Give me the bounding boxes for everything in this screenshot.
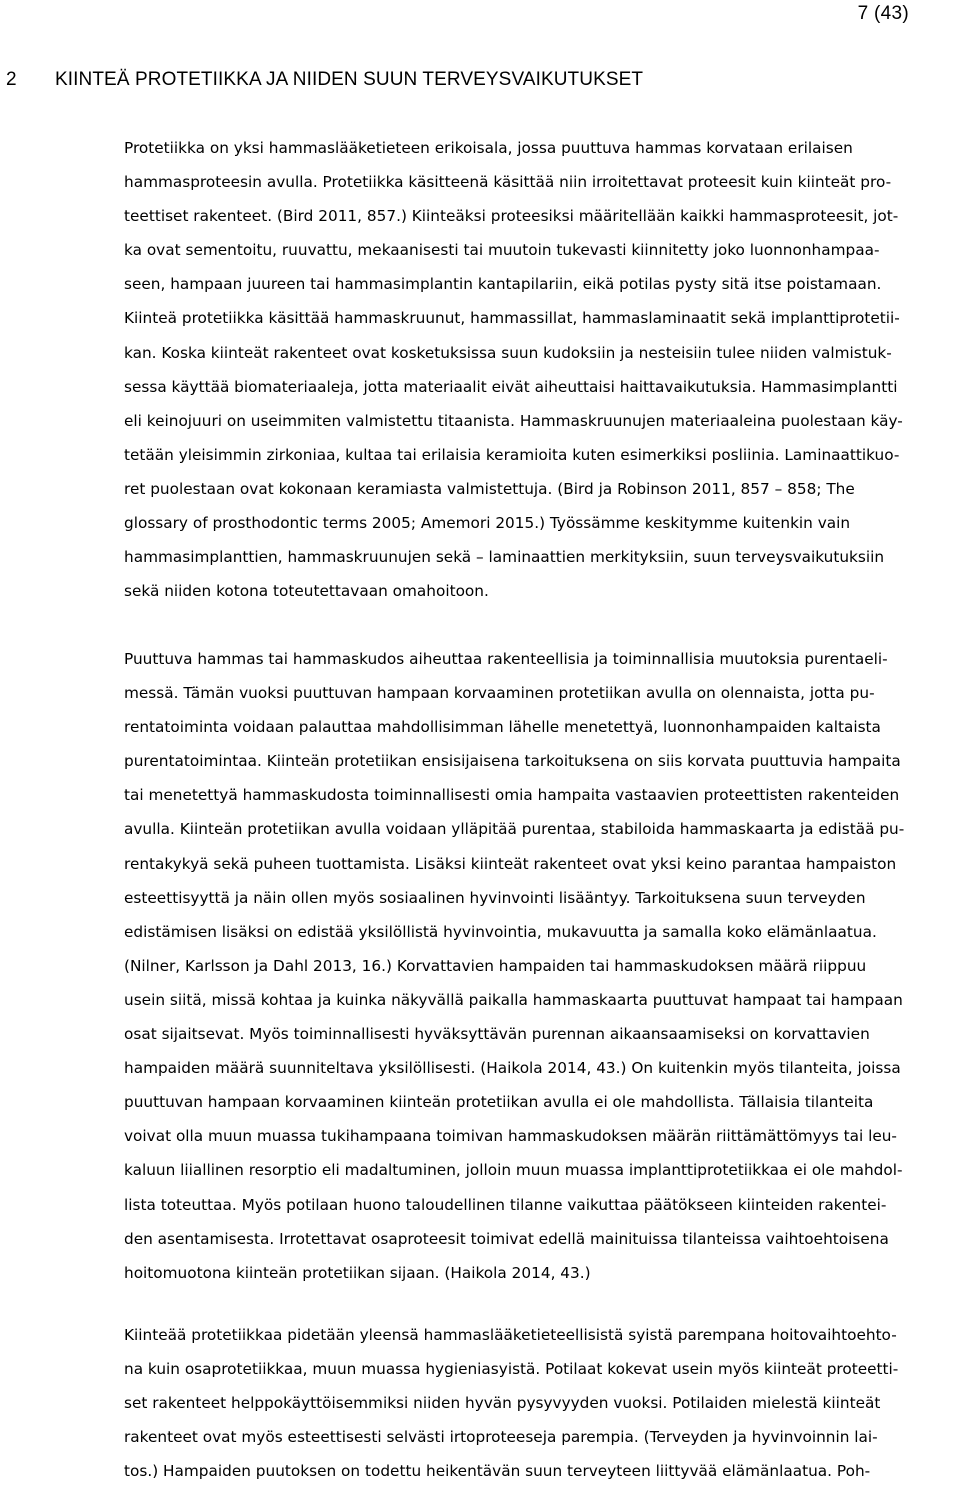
chapter-heading <box>0 67 960 93</box>
text-line: tetään yleisimmin zirkoniaa, kultaa tai erilaisia keramioita kuten esimerkiksi posliinia. Laminaattikuo- <box>124 445 900 464</box>
text-line: Kiinteää protetiikkaa pidetään yleensä hammaslääketieteellisistä syistä parempana hoitovaihtoehto- <box>124 1326 897 1344</box>
text-line: rentatoiminta voidaan palauttaa mahdollisimman lähelle menetettyä, luonnonhampaiden kaltaista <box>124 718 881 737</box>
text-line: messä. Tämän vuoksi puuttuvan hampaan korvaaminen protetiikan avulla on olennaista, jotta pu- <box>124 684 875 703</box>
paragraph-1 <box>124 131 960 608</box>
text-line: eli keinojuuri on useimmiten valmistettu titaanista. Hammaskruunujen materiaaleina puolestaan käy- <box>124 411 903 430</box>
text-line: na kuin osaprotetiikkaa, muun muassa hygieniasyistä. Potilaat kokevat usein myös kiinteät proteetti- <box>124 1360 899 1379</box>
text-line: usein siitä, missä kohtaa ja kuinka näkyvällä paikalla hammaskaarta puuttuvat hampaat tai hampaan <box>124 990 903 1009</box>
text-line: seen, hampaan juureen tai hammasimplantin kantapilariin, eikä potilas pysty sitä itse poistamaan. <box>124 275 882 294</box>
text-line: hammasimplanttien, hammaskruunujen sekä – laminaattien merkityksiin, suun terveysvaikutuksiin <box>124 548 885 567</box>
text-line: lista toteuttaa. Myös potilaan huono taloudellinen tilanne vaikuttaa päätökseen kiinteiden rakentei- <box>124 1195 887 1214</box>
page-number: 7 (43) <box>857 3 909 24</box>
text-line: tai menetettyä hammaskudosta toiminnallisesti omia hampaita vastaavien proteettisten rakenteiden <box>124 786 900 805</box>
text-line: glossary of prosthodontic terms 2005; Amemori 2015.) Työssämme keskitymme kuitenkin vain <box>124 514 851 533</box>
text-line: kan. Koska kiinteät rakenteet ovat kosketuksissa suun kudoksiin ja nesteisiin tulee niiden valmistuk- <box>124 343 892 362</box>
text-line: osat sijaitsevat. Myös toiminnallisesti hyväksyttävän purennan aikaansaamiseksi on korvattavien <box>124 1025 870 1044</box>
text-line: kaluun liiallinen resorptio eli madaltuminen, jolloin muun muassa implanttiprotetiikkaa ei ole mahdol- <box>124 1161 903 1180</box>
text-line: (Nilner, Karlsson ja Dahl 2013, 16.) Korvattavien hampaiden tai hammaskudoksen määrä riippuu <box>124 956 867 975</box>
text-line: set rakenteet helppokäyttöisemmiksi niiden hyvän pysyvyyden vuoksi. Potilaiden mielestä kiinteät <box>124 1394 881 1413</box>
chapter-number: 2 <box>6 69 17 90</box>
text-line: Puuttuva hammas tai hammaskudos aiheuttaa rakenteellisia ja toiminnallisia muutoksia purentaeli- <box>124 650 888 668</box>
text-line: purentatoimintaa. Kiinteän protetiikan ensisijaisena tarkoituksena on siis korvata puuttuvia hampaita <box>124 752 901 771</box>
text-line: sessa käyttää biomateriaaleja, jotta materiaalit eivät aiheuttaisi haittavaikutuksia. Hammasimplantti <box>124 377 898 396</box>
text-line: Protetiikka on yksi hammaslääketieteen erikoisala, jossa puuttuva hammas korvataan erilaisen <box>124 139 853 157</box>
text-line: Kiinteä protetiikka käsittää hammaskruunut, hammassillat, hammaslaminaatit sekä implanttiprotetii- <box>124 309 900 328</box>
text-line: hampaiden määrä suunniteltava yksilöllisesti. (Haikola 2014, 43.) On kuitenkin myös tilanteita, joissa <box>124 1059 901 1078</box>
text-line: tos.) Hampaiden puutoksen on todettu heikentävän suun terveyteen liittyvää elämänlaatua. Poh- <box>124 1462 871 1481</box>
text-line: esteettisyyttä ja näin ollen myös sosiaalinen hyvinvointi lisääntyy. Tarkoituksena suun terveyden <box>124 888 866 907</box>
text-line: hammasproteesin avulla. Protetiikka käsitteenä käsittää niin irroitettavat proteesit kuin kiinteät pro- <box>124 173 892 192</box>
text-line: sekä niiden kotona toteutettavaan omahoitoon. <box>124 582 489 601</box>
text-line: hoitomuotona kiinteän protetiikan sijaan. (Haikola 2014, 43.) <box>124 1263 591 1282</box>
text-line: ka ovat sementoitu, ruuvattu, mekaanisesti tai muutoin tukevasti kiinnitetty joko luonnonhampaa- <box>124 241 880 260</box>
text-line: ret puolestaan ovat kokonaan keramiasta valmistettuja. (Bird ja Robinson 2011, 857 – 858; The <box>124 479 855 498</box>
text-line: rakenteet ovat myös esteettisesti selvästi irtoproteeseja parempia. (Terveyden ja hyvinvoinnin lai- <box>124 1428 878 1447</box>
text-line: edistämisen lisäksi on edistää yksilöllistä hyvinvointia, mukavuutta ja samalla koko elämänlaatua. <box>124 922 877 941</box>
text-line: puuttuvan hampaan korvaaminen kiinteän protetiikan avulla ei ole mahdollista. Tällaisia tilanteita <box>124 1093 874 1112</box>
text-line: voivat olla muun muassa tukihampaana toimivan hammaskudoksen määrän riittämättömyys tai leu- <box>124 1127 897 1146</box>
paragraph-3 <box>124 1318 960 1488</box>
paragraph-2 <box>124 642 960 1290</box>
chapter-title: KIINTEÄ PROTETIIKKA JA NIIDEN SUUN TERVEYSVAIKUTUKSET <box>55 69 644 90</box>
text-line: avulla. Kiinteän protetiikan avulla voidaan ylläpitää purentaa, stabiloida hammaskaarta ja edistää pu- <box>124 820 905 839</box>
text-line: rentakykyä sekä puheen tuottamista. Lisäksi kiinteät rakenteet ovat yksi keino parantaa hampaiston <box>124 854 897 873</box>
text-line: teettiset rakenteet. (Bird 2011, 857.) Kiinteäksi proteesiksi määritellään kaikki hammasproteesit, jot- <box>124 207 899 226</box>
text-line: den asentamisesta. Irrotettavat osaproteesit toimivat edellä mainituissa tilanteissa vaihtoehtoisena <box>124 1229 889 1248</box>
